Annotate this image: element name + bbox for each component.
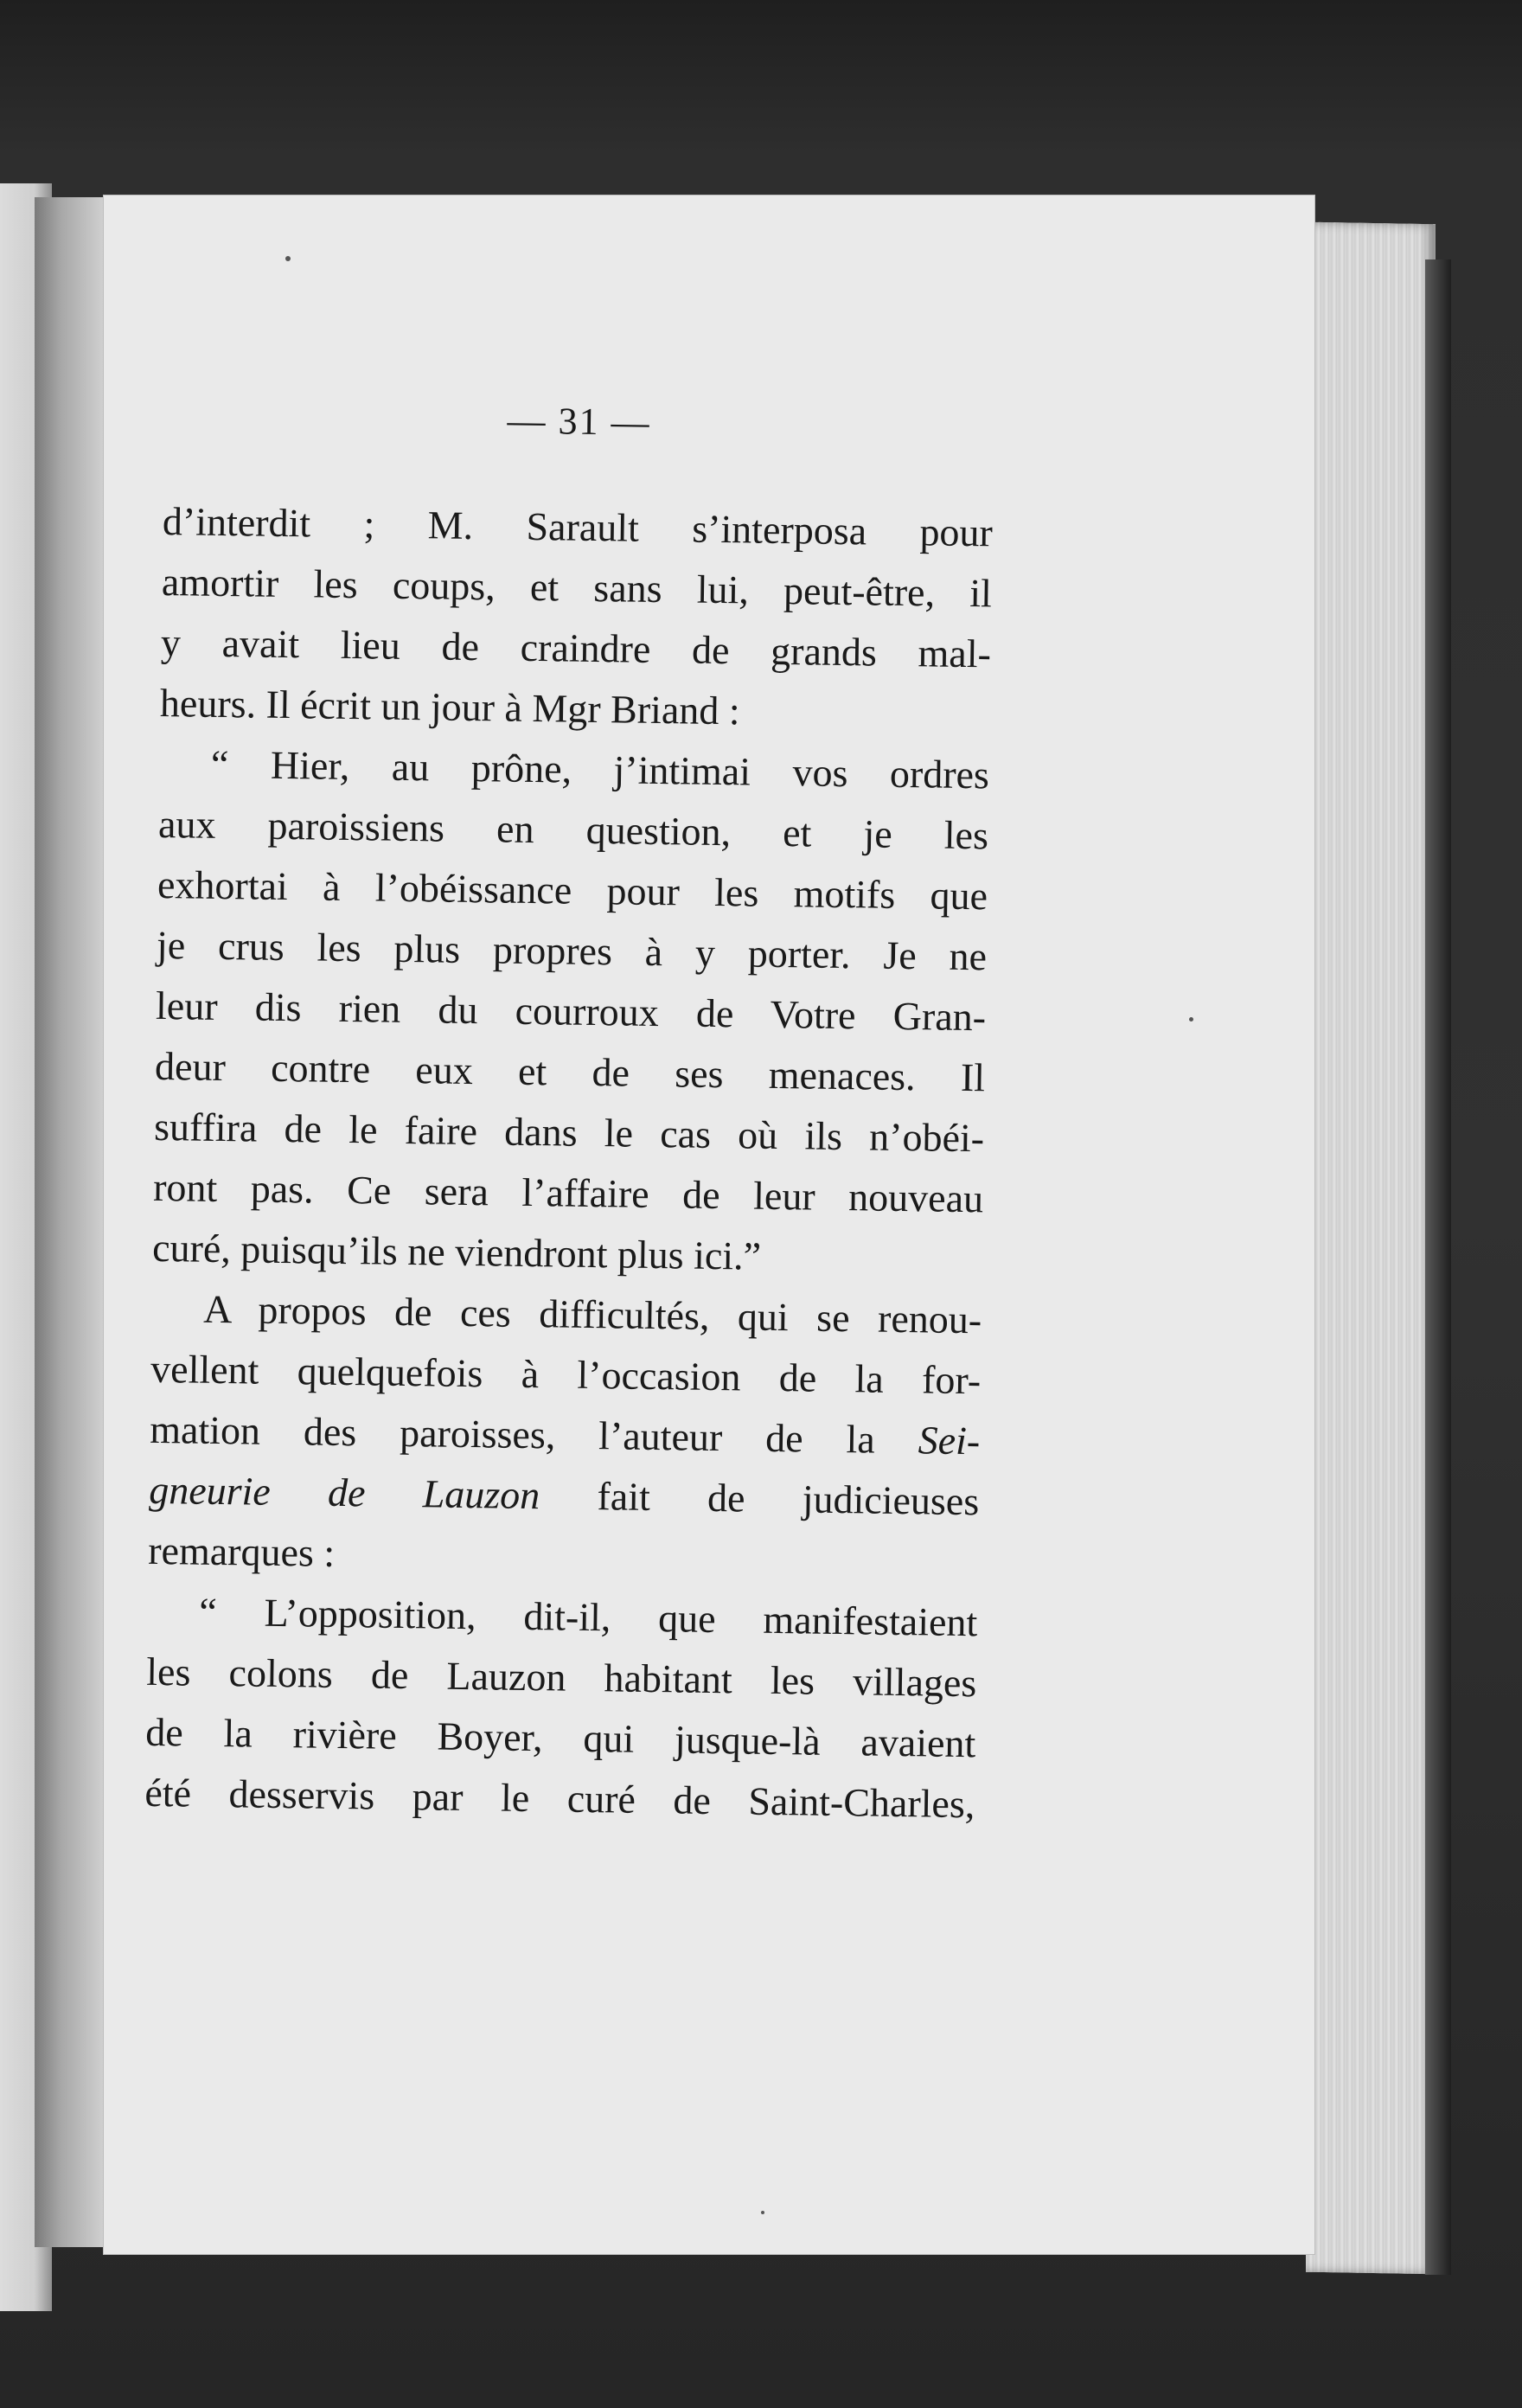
page-block-edges	[1306, 222, 1436, 2275]
quote-line: suffira de le faire dans le cas où ils n’obéi-	[153, 1104, 985, 1161]
quote-line: ront pas. Ce sera l’affaire de leur nouveau	[152, 1164, 984, 1221]
quote-line: “ Hier, au prône, j’intimai vos ordres	[210, 741, 990, 797]
paper-speck	[285, 256, 291, 261]
paper-speck	[761, 2211, 764, 2214]
cover-shadow	[1425, 259, 1451, 2275]
text-line: heurs. Il écrit un jour à Mgr Briand :	[159, 680, 740, 733]
text-segment: fait de judicieuses	[539, 1473, 980, 1524]
paper-speck	[1189, 1017, 1193, 1021]
quote-line: les colons de Lauzon habitant les villages	[146, 1649, 977, 1706]
text-segment: mation des paroisses, l’auteur de la	[149, 1406, 919, 1463]
text-line: vellent quelquefois à l’occasion de la for-	[150, 1346, 982, 1403]
italic-title-fragment: gneurie de Lauzon	[148, 1467, 540, 1518]
quote-line: “ L’opposition, dit-il, que manifestaient	[198, 1589, 978, 1645]
text-line: d’interdit ; M. Sarault s’interposa pour	[162, 498, 994, 555]
text-line: amortir les coups, et sans lui, peut-être, il	[161, 559, 993, 616]
quote-line: aux paroissiens en question, et je les	[157, 801, 989, 858]
page-number: — 31 —	[507, 399, 651, 444]
text-line: y avait lieu de craindre de grands mal-	[160, 619, 992, 676]
quote-line: été desservis par le curé de Saint-Charles,	[144, 1770, 975, 1827]
italic-title-fragment: Sei-	[918, 1418, 981, 1463]
quote-line: de la rivière Boyer, qui jusque-là avaient	[145, 1709, 976, 1766]
quote-line: je crus les plus propres à y porter. Je ne	[156, 922, 988, 979]
quote-line: deur contre eux et de ses menaces. Il	[154, 1043, 986, 1100]
quote-line: exhortai à l’obéissance pour les motifs que	[157, 861, 988, 919]
quote-line: leur dis rien du courroux de Votre Gran-	[155, 983, 987, 1040]
text-line: A propos de ces difficultés, qui se renou-	[202, 1286, 982, 1342]
text-line: remarques :	[147, 1527, 336, 1575]
quote-line: curé, puisqu’ils ne viendront plus ici.”	[151, 1225, 762, 1278]
